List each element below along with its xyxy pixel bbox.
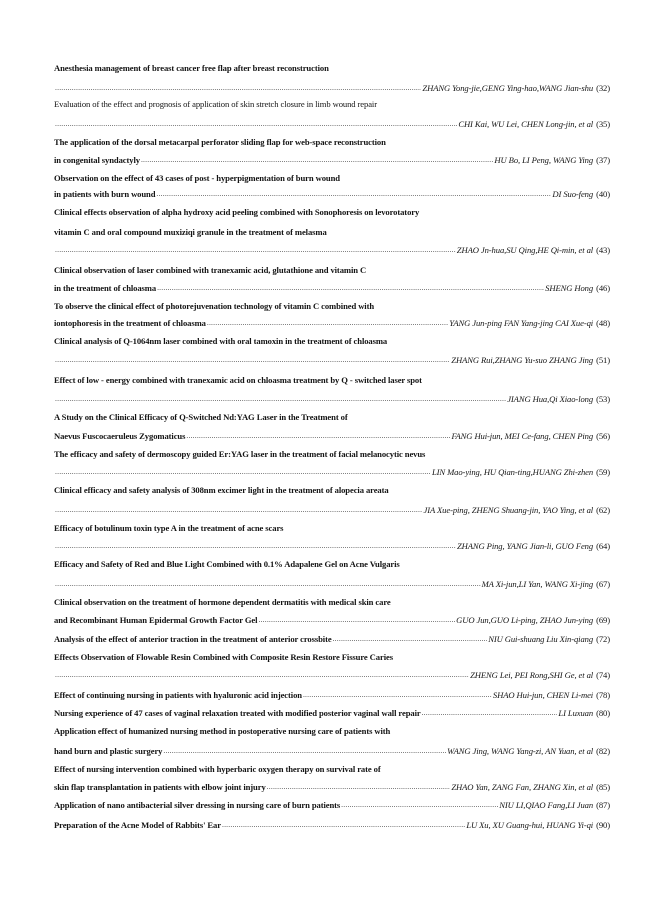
entry-title: Effect of low - energy combined with tranexamic acid on chloasma treatment by Q - switched laser spot (54, 375, 422, 385)
entry-page-number: (59) (596, 467, 610, 477)
dot-leader (422, 706, 558, 720)
entry-authors: MA Xi-jun,LI Yan, WANG Xi-jing (481, 579, 594, 589)
entry-authors: JIA Xue-ping, ZHENG Shuang-jin, YAO Ying, et al (423, 505, 594, 515)
entry-authors: NIU LI,QIAO Fang,LI Juan (499, 800, 594, 810)
entry-title: iontophoresis in the treatment of chloasma (54, 318, 206, 328)
entry-authors: ZHAO Jn-hua,SU Qing,HE Qi-min, et al (456, 245, 594, 255)
entry-authors: LI Luxuan (558, 708, 594, 718)
entry-page-number: (64) (596, 541, 610, 551)
toc-entry-line (54, 650, 610, 664)
entry-page-number: (51) (596, 355, 610, 365)
toc-entry-line (54, 353, 610, 367)
entry-page-number: (72) (596, 634, 610, 644)
toc-entry-line (54, 263, 610, 277)
toc-entry-line (54, 780, 610, 794)
entry-title: Naevus Fuscocaeruleus Zygomaticus (54, 431, 186, 441)
dot-leader (267, 780, 451, 794)
toc-entry-line (54, 762, 610, 776)
entry-authors: GUO Jun,GUO Li-ping, ZHAO Jun-ying (456, 615, 594, 625)
toc-entry-line (54, 539, 610, 553)
entry-title: Evaluation of the effect and prognosis of application of skin stretch closure in limb wound repair (54, 99, 377, 109)
toc-entry-line (54, 316, 610, 330)
entry-title: Clinical efficacy and safety analysis of 308nm excimer light in the treatment of alopecia areata (54, 485, 389, 495)
toc-entry-line (54, 171, 610, 185)
dot-leader (157, 281, 544, 295)
entry-title: Efficacy of botulinum toxin type A in the treatment of acne scars (54, 523, 284, 533)
entry-authors: DI Suo-feng (552, 189, 594, 199)
toc-entry-line (54, 205, 610, 219)
toc-entry-line (54, 557, 610, 571)
toc-entry-line (54, 744, 610, 758)
toc-entry-line (54, 706, 610, 720)
toc-entry-line (54, 818, 610, 832)
entry-title: Effect of continuing nursing in patients with hyaluronic acid injection (54, 690, 302, 700)
entry-title: Effect of nursing intervention combined with hyperbaric oxygen therapy on survival rate of (54, 764, 381, 774)
toc-entry-line (54, 81, 610, 95)
toc-entry-line (54, 429, 610, 443)
toc-entry-line (54, 465, 610, 479)
toc-entry-line (54, 153, 610, 167)
dot-leader (55, 243, 456, 257)
entry-authors: CHI Kai, WU Lei, CHEN Long-jin, et al (458, 119, 594, 129)
entry-title: Clinical observation on the treatment of hormone dependent dermatitis with medical skin care (54, 597, 391, 607)
dot-leader (55, 539, 456, 553)
entry-page-number: (40) (596, 189, 610, 199)
dot-leader (303, 688, 492, 702)
toc-entry-line (54, 632, 610, 646)
entry-page-number: (53) (596, 394, 610, 404)
dot-leader (55, 503, 422, 517)
toc-entry-line (54, 117, 610, 131)
entry-authors: ZHANG Rui,ZHANG Yu-suo ZHANG Jing (451, 355, 594, 365)
dot-leader (186, 429, 450, 443)
toc-entry-line (54, 97, 610, 111)
entry-title: Preparation of the Acne Model of Rabbits' Ear (54, 820, 221, 830)
dot-leader (341, 798, 498, 812)
toc-entry-line (54, 281, 610, 295)
toc-entry-line (54, 334, 610, 348)
toc-entry-line (54, 521, 610, 535)
dot-leader (55, 392, 506, 406)
toc-entry-line (54, 243, 610, 257)
entry-authors: WANG Jing, WANG Yang-zi, AN Yuan, et al (447, 746, 594, 756)
toc-entry-line (54, 503, 610, 517)
entry-page-number: (85) (596, 782, 610, 792)
entry-authors: ZHAO Yan, ZANG Fan, ZHANG Xin, et al (451, 782, 594, 792)
entry-title: skin flap transplantation in patients with elbow joint injury (54, 782, 266, 792)
entry-page-number: (35) (596, 119, 610, 129)
entry-page-number: (32) (596, 83, 610, 93)
entry-title: Application effect of humanized nursing method in postoperative nursing care of patients with (54, 726, 391, 736)
dot-leader (55, 81, 421, 95)
toc-entry-line (54, 688, 610, 702)
entry-title: Clinical analysis of Q-1064nm laser combined with oral tamoxin in the treatment of chloasma (54, 336, 388, 346)
entry-title: To observe the clinical effect of photorejuvenation technology of vitamin C combined with (54, 301, 375, 311)
entry-authors: FANG Hui-jun, MEI Ce-fang, CHEN Ping (451, 431, 594, 441)
dot-leader (55, 577, 481, 591)
dot-leader (222, 818, 465, 832)
toc-entry-line (54, 798, 610, 812)
entry-title: Application of nano antibacterial silver dressing in nursing care of burn patients (54, 800, 341, 810)
dot-leader (55, 117, 457, 131)
dot-leader (55, 668, 469, 682)
toc-entry-line (54, 225, 610, 239)
entry-authors: LIN Mao-ying, HU Qian-ting,HUANG Zhi-zhen (431, 467, 594, 477)
dot-leader (333, 632, 488, 646)
dot-leader (207, 316, 448, 330)
toc-entry-line (54, 187, 610, 201)
entry-page-number: (74) (596, 670, 610, 680)
toc-entry-line (54, 613, 610, 627)
dot-leader (163, 744, 446, 758)
entry-title: Observation on the effect of 43 cases of post - hyperpigmentation of burn wound (54, 173, 340, 183)
toc-entry-line (54, 392, 610, 406)
toc-entry-line (54, 410, 610, 424)
toc-entry-line (54, 595, 610, 609)
toc-entry-line (54, 483, 610, 497)
entry-title: hand burn and plastic surgery (54, 746, 163, 756)
entry-page-number: (90) (596, 820, 610, 830)
entry-title: and Recombinant Human Epidermal Growth Factor Gel (54, 615, 258, 625)
entry-page-number: (78) (596, 690, 610, 700)
entry-page-number: (46) (596, 283, 610, 293)
entry-authors: HU Bo, LI Peng, WANG Ying (494, 155, 594, 165)
entry-page-number: (82) (596, 746, 610, 756)
dot-leader (55, 353, 450, 367)
entry-page-number: (80) (596, 708, 610, 718)
entry-authors: YANG Jun-ping FAN Yang-jing CAI Xue-qi (449, 318, 594, 328)
dot-leader (55, 465, 431, 479)
entry-title: Effects Observation of Flowable Resin Combined with Composite Resin Restore Fissure Caries (54, 652, 393, 662)
entry-title: Clinical observation of laser combined with tranexamic acid, glutathione and vitamin C (54, 265, 367, 275)
entry-title: The application of the dorsal metacarpal perforator sliding flap for web-space reconstruction (54, 137, 386, 147)
toc-entry-line (54, 373, 610, 387)
entry-authors: SHENG Hong (545, 283, 594, 293)
toc-entry-line (54, 61, 610, 75)
dot-leader (258, 613, 455, 627)
entry-page-number: (48) (596, 318, 610, 328)
entry-page-number: (43) (596, 245, 610, 255)
toc-entry-line (54, 447, 610, 461)
entry-page-number: (69) (596, 615, 610, 625)
dot-leader (156, 187, 551, 201)
entry-title: Anesthesia management of breast cancer free flap after breast reconstruction (54, 63, 329, 73)
entry-page-number: (67) (596, 579, 610, 589)
entry-title: Analysis of the effect of anterior traction in the treatment of anterior crossbite (54, 634, 332, 644)
toc-entry-line (54, 577, 610, 591)
toc-entry-line (54, 135, 610, 149)
entry-title: in patients with burn wound (54, 189, 156, 199)
toc-entry-line (54, 668, 610, 682)
entry-title: vitamin C and oral compound muxiziqi granule in the treatment of melasma (54, 227, 327, 237)
entry-authors: JIANG Hua,Qi Xiao-long (507, 394, 594, 404)
toc-entry-line (54, 299, 610, 313)
entry-authors: SHAO Hui-jun, CHEN Li-mei (492, 690, 594, 700)
toc-entry-line (54, 724, 610, 738)
entry-page-number: (62) (596, 505, 610, 515)
entry-title: Clinical effects observation of alpha hydroxy acid peeling combined with Sonophoresis on levorotatory (54, 207, 420, 217)
entry-authors: NIU Gui-shuang Liu Xin-qiang (488, 634, 594, 644)
entry-page-number: (56) (596, 431, 610, 441)
entry-title: in congenital syndactyly (54, 155, 140, 165)
entry-title: Nursing experience of 47 cases of vaginal relaxation treated with modified posterior vaginal wall repair (54, 708, 421, 718)
entry-authors: LU Xu, XU Guang-hui, HUANG Yi-qi (466, 820, 594, 830)
entry-authors: ZHANG Yong-jie,GENG Ying-hao,WANG Jian-shu (422, 83, 594, 93)
entry-page-number: (37) (596, 155, 610, 165)
entry-title: in the treatment of chloasma (54, 283, 157, 293)
dot-leader (141, 153, 493, 167)
entry-authors: ZHANG Ping, YANG Jian-li, GUO Feng (456, 541, 594, 551)
entry-authors: ZHENG Lei, PEI Rong,SHI Ge, et al (470, 670, 594, 680)
entry-title: The efficacy and safety of dermoscopy guided Er:YAG laser in the treatment of facial melanocytic nevus (54, 449, 426, 459)
entry-title: Efficacy and Safety of Red and Blue Light Combined with 0.1% Adapalene Gel on Acne Vulgaris (54, 559, 400, 569)
entry-title: A Study on the Clinical Efficacy of Q-Switched Nd:YAG Laser in the Treatment of (54, 412, 348, 422)
entry-page-number: (87) (596, 800, 610, 810)
